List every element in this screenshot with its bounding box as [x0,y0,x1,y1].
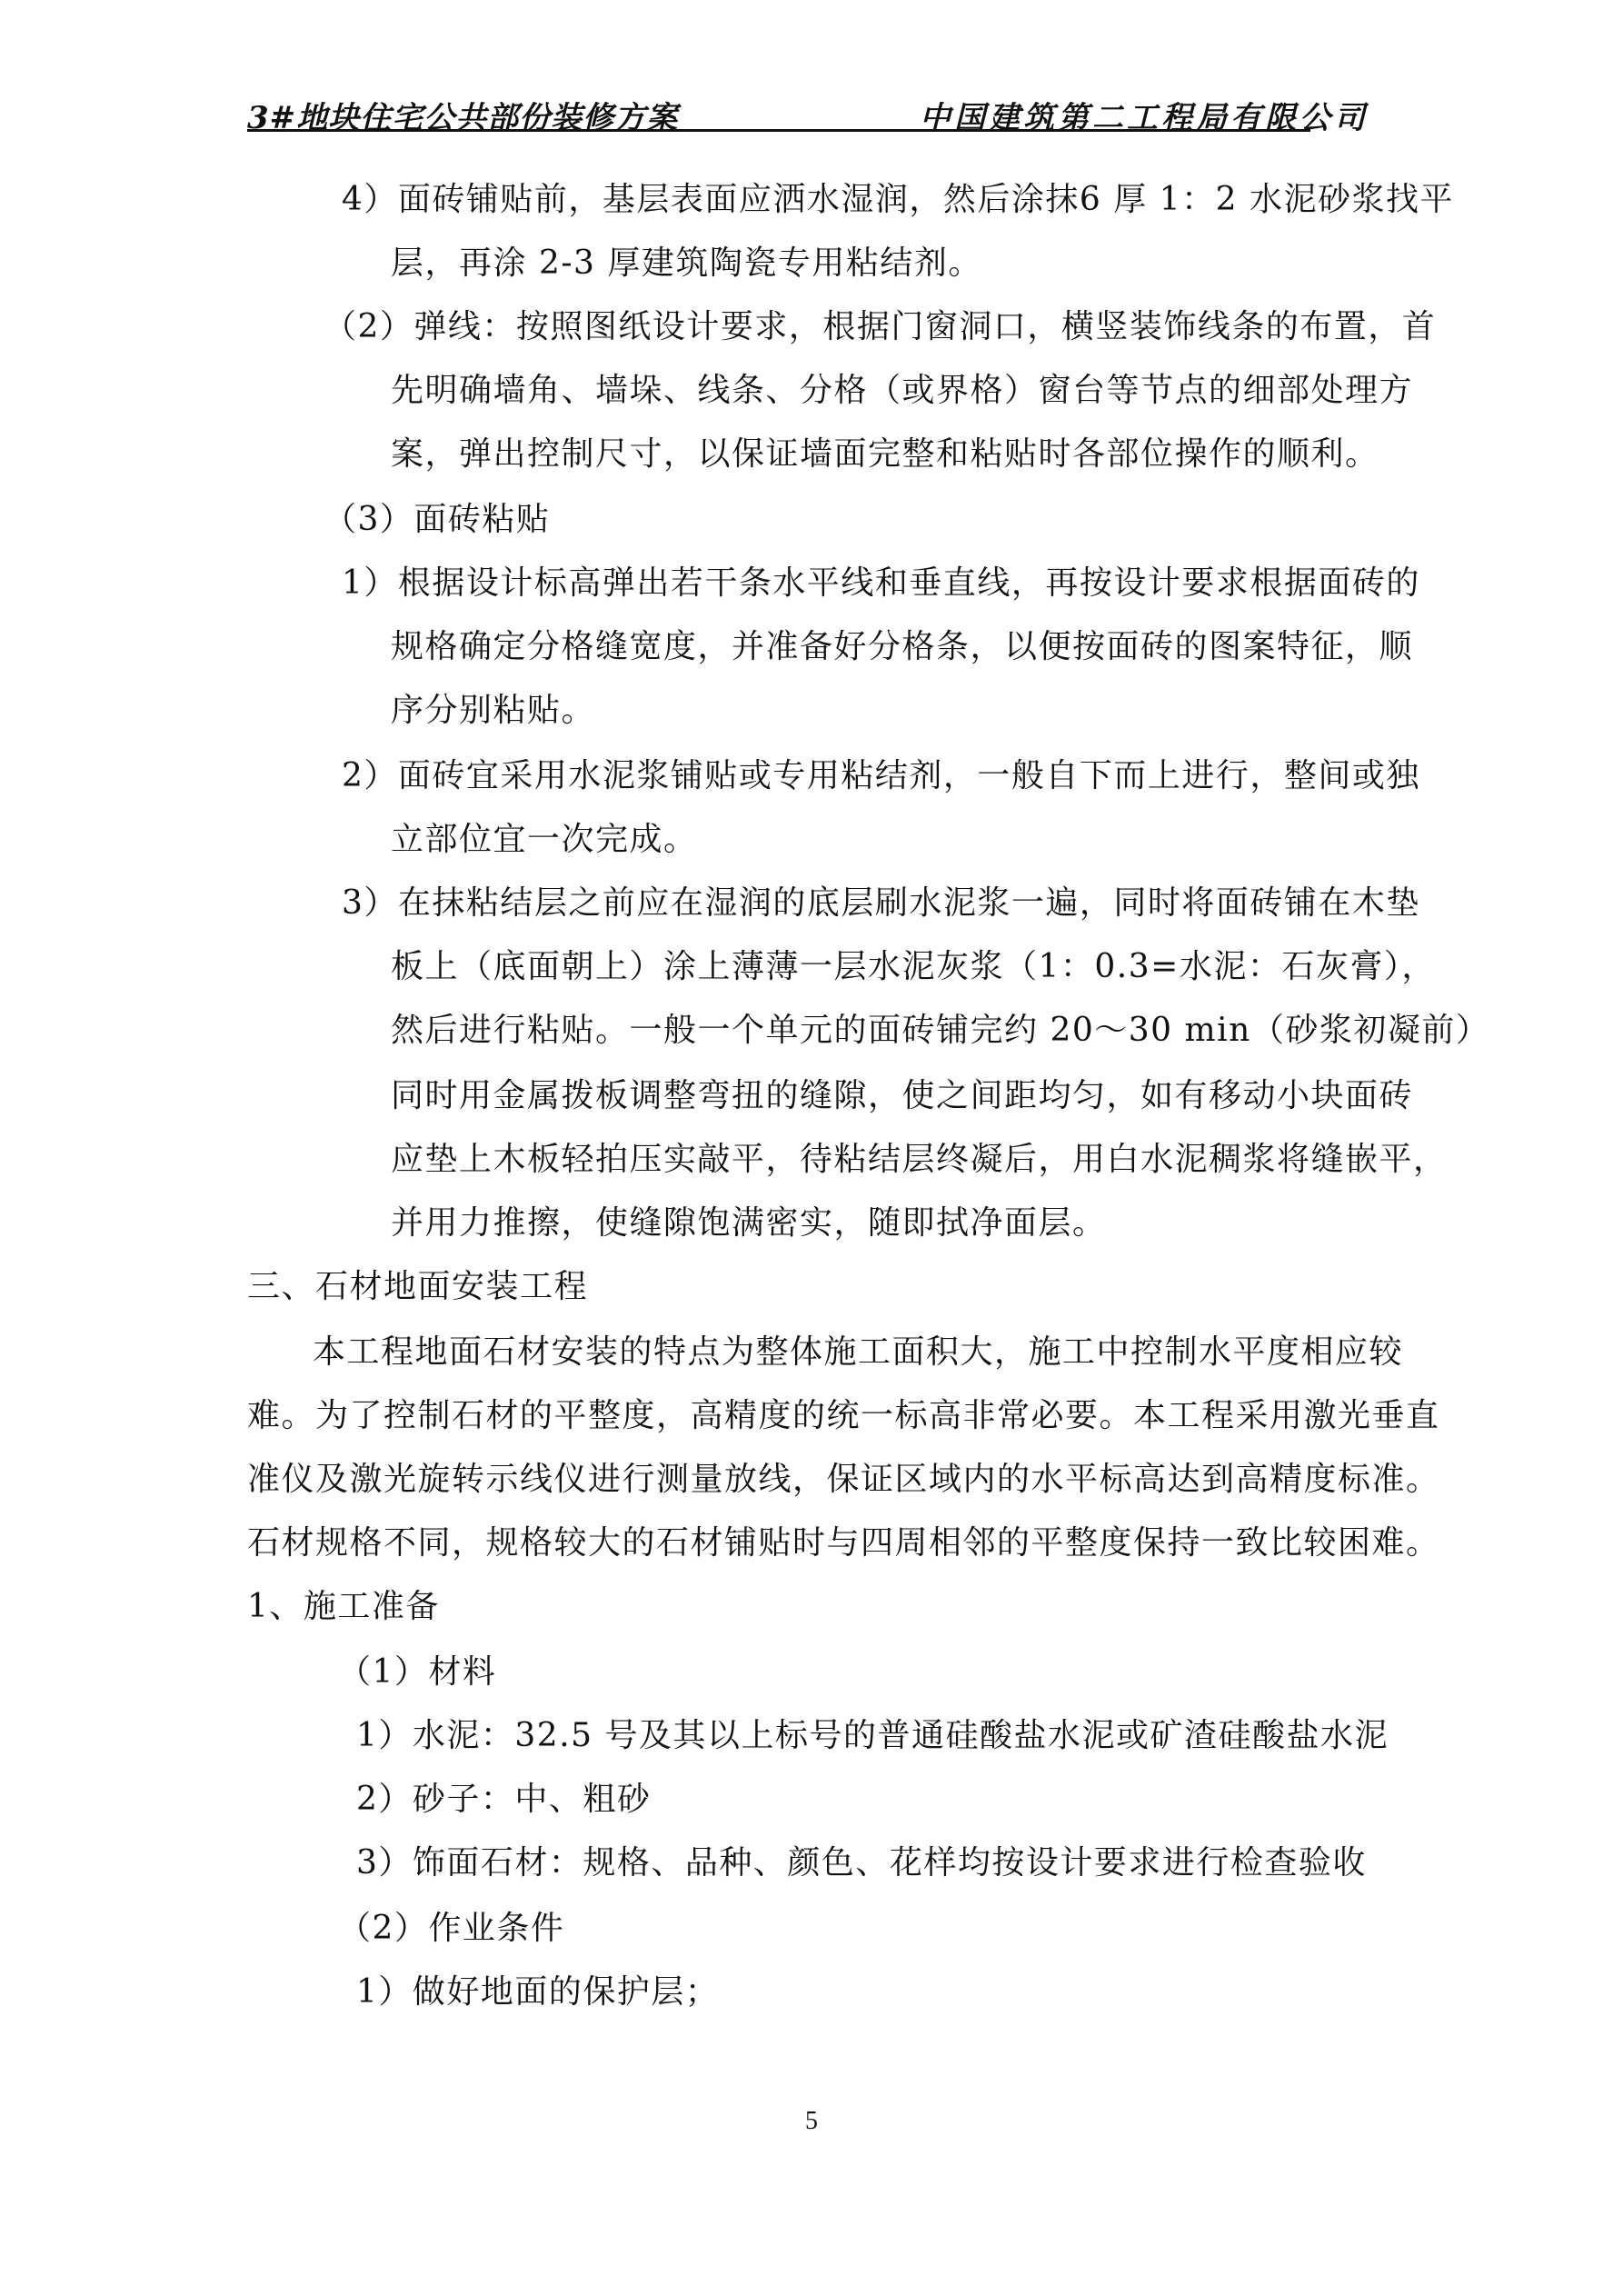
body-line: 规格确定分格缝宽度，并准备好分格条，以便按面砖的图案特征，顺 [391,628,1414,665]
body-line: 板上（底面朝上）涂上薄薄一层水泥灰浆（1：0.3=水泥：石灰膏）， [391,948,1436,985]
body-line: 立部位宜一次完成。 [391,821,698,858]
body-line: 然后进行粘贴。一般一个单元的面砖铺完约 20～30 min（砂浆初凝前） [391,1012,1490,1049]
header-company-name: 中国建筑第二工程局有限公司 [920,100,1369,136]
body-line: （2）弹线：按照图纸设计要求，根据门窗洞口，横竖装饰线条的布置，首 [324,308,1437,345]
body-line: （3）面砖粘贴 [324,501,551,538]
body-line: 1）根据设计标高弹出若干条水平线和垂直线，再按设计要求根据面砖的 [342,564,1420,602]
body-line: 2）砂子：中、粗砂 [356,1781,652,1818]
header-document-title: 3#地块住宅公共部份装修方案 [247,100,679,136]
body-line: 3）饰面石材：规格、品种、颜色、花样均按设计要求进行检查验收 [356,1844,1367,1882]
body-line: 1）做好地面的保护层； [356,1973,720,2011]
body-line: 4）面砖铺贴前，基层表面应洒水湿润，然后涂抹6 厚 1：2 水泥砂浆找平 [342,181,1454,218]
body-line: 本工程地面石材安装的特点为整体施工面积大，施工中控制水平度相应较 [313,1333,1404,1371]
body-line: 并用力推擦，使缝隙饱满密实，随即拭净面层。 [391,1204,1107,1242]
body-line: 石材规格不同，规格较大的石材铺贴时与四周相邻的平整度保持一致比较困难。 [247,1524,1440,1562]
body-line: 3）在抹粘结层之前应在湿润的底层刷水泥浆一遍，同时将面砖铺在木垫 [342,884,1420,922]
page-number: 5 [805,2107,818,2135]
body-line: 准仪及激光旋转示线仪进行测量放线，保证区域内的水平标高达到高精度标准。 [247,1461,1440,1498]
body-line: 难。为了控制石材的平整度，高精度的统一标高非常必要。本工程采用激光垂直 [247,1397,1440,1434]
body-line: （1）材料 [338,1653,497,1691]
body-line: （2）作业条件 [338,1910,565,1947]
body-line: 同时用金属拨板调整弯扭的缝隙，使之间距均匀，如有移动小块面砖 [391,1077,1414,1114]
subsection-heading: 1、施工准备 [247,1588,440,1625]
header-divider [247,129,1310,132]
body-line: 2）面砖宜采用水泥浆铺贴或专用粘结剂，一般自下而上进行，整间或独 [342,757,1420,794]
body-line: 应垫上木板轻拍压实敲平，待粘结层终凝后，用白水泥稠浆将缝嵌平， [391,1141,1448,1178]
body-line: 层，再涂 2-3 厚建筑陶瓷专用粘结剂。 [391,245,982,282]
section-heading: 三、石材地面安装工程 [247,1268,589,1305]
body-line: 序分别粘贴。 [391,692,596,729]
body-line: 1）水泥：32.5 号及其以上标号的普通硅酸盐水泥或矿渣硅酸盐水泥 [356,1717,1389,1754]
body-line: 案，弹出控制尺寸，以保证墙面完整和粘贴时各部位操作的顺利。 [391,435,1379,473]
body-line: 先明确墙角、墙垛、线条、分格（或界格）窗台等节点的细部处理方 [391,372,1414,409]
